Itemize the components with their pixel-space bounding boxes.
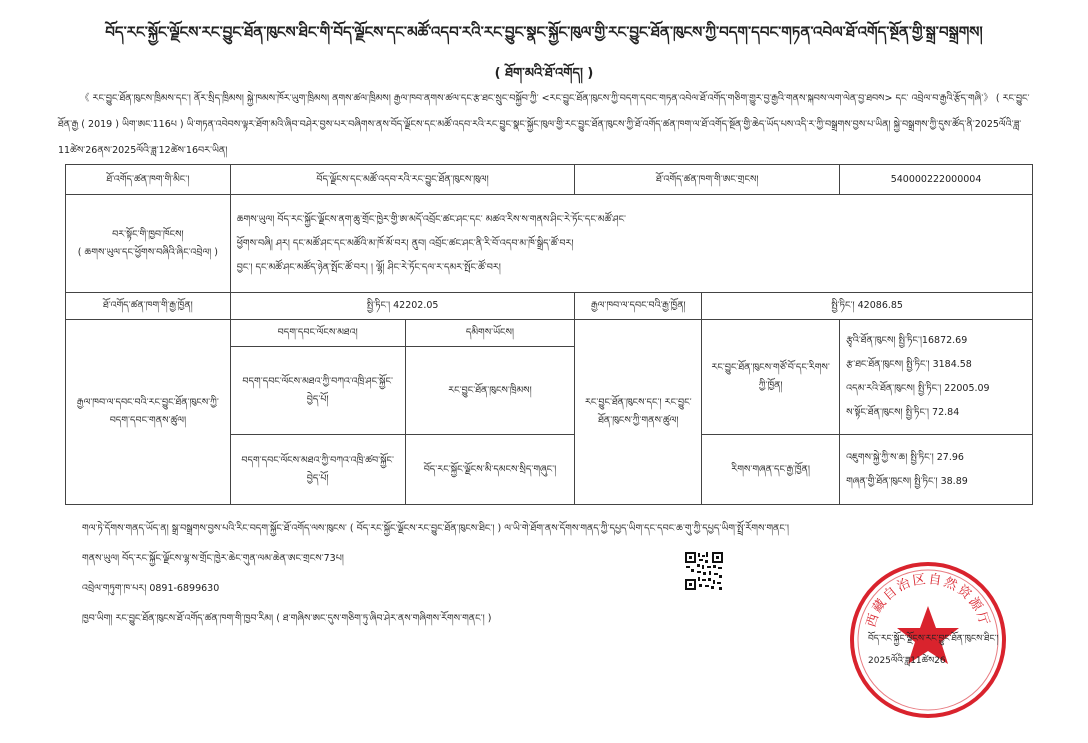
registration-table [65, 164, 1033, 505]
ownership-label: རྒྱལ་ཁབ་ལ་དབང་བའི་རང་བྱུང་ཐོན་ཁུངས་ཀྱི་བདག་དབང་གནས་ཚུལ། [66, 320, 231, 505]
publisher-line: ཁྱབ་ཡིག། རང་བྱུང་ཐོན་ཁུངས་ཐོ་འགོད་ཚན་ཁག་གི་ཁྱབ་རིམ། ( ཐ་གཞིས་ཨང་དུས་གཅིག་ཏུ་ཞིབ་ཤེར་ནས་གཞིགས་རོགས་གནང་། ) [82, 613, 492, 624]
owner-row-2: བདག་དབང་ལོངས་མཐའ་ཀྱི་བཀའ་འཁྲི་ཚབ་སྐྱོང་བྱེད་པོ། [230, 435, 405, 505]
area-value: སྤྱི་ཏིང་། 42202.05 [230, 293, 575, 320]
seal-text: 西藏自治区自然资源厅 [863, 572, 993, 630]
seal-date: 2025ལོའི་ཟླ11ཚེས26 [868, 656, 946, 666]
boundary-sublabel: ( ཆགས་ཡུལ་དང་ཕྱོགས་བཞིའི་ཞིང་འབྲེལ། ) [77, 246, 219, 258]
type-value: ས་སྟོང་ཐོན་ཁུངས། སྤྱི་ཏིང་། 72.84 [846, 407, 960, 418]
resource-header: དམིགས་ཡོངས། [405, 320, 575, 347]
seal-caption [868, 628, 1038, 672]
type-label: རང་བྱུང་ཐོན་ཁུངས་གཙོ་བོ་དང་རིགས་ཀྱི་ཁྱོན། [702, 320, 840, 435]
type-values [840, 320, 1033, 435]
resource-row-1: རང་བྱུང་ཐོན་ཁུངས་ཁྲིམས། [405, 347, 575, 435]
other-type-label: རིགས་གཞན་དང་རྒྱ་ཁྱོན། [702, 435, 840, 505]
boundary-description [230, 195, 1032, 293]
document-title: བོད་རང་སྐྱོང་ལྗོངས་རང་བྱུང་ཐོན་ཁུངས་ཐིང་གི་བོད་ལྗོངས་དང་མཚོ་འདབ་རའི་རང་བྱུང་སྣང་སྐྱོང་ཁུལ་གྱི་རང་བྱུང་ཐོན་ཁུངས་ཀྱི་བདག་དབང་གཏན་འབེལ་ཐོ་འགོད་སྔོན་གྱི་སྒྲ་བསྒྲགས། [105, 23, 983, 41]
other-type-values [840, 435, 1033, 505]
intro-paragraph: 《 རང་བྱུང་ཐོན་ཁུངས་ཁྲིམས་དང་། ནོར་སྲིད་ཁྲིམས། སྐྱེ་ཁམས་ཁོར་ཡུག་ཁྲིམས། ནགས་ཚལ་ཁྲིམས། རྒྱལ་ཁབ་ནགས་ཚལ་དང་རྩ་ཐང་སྲུང་བསྐྱོབ་ཀྱི་ <རང་བྱུང་ཐོན་ཁུངས་ཀྱི་བདག་དབང་གཏན་འབེལ་ཐོ་འགོད་གཅིག་གྱུར་བྱ་རྒྱའི་གནས་སྐབས་ལག་ལེན་བྱ་ཐབས> དང་ འབྲེལ་བ་རྒྱའི་རྩོད་གཞི་》 ( རང་བྱུང་ཐོན་རྒྱ ( 2019 ) ཡིག་ཨང་116པ ) ཡི་གཏན་འབེབས་ལྟར་ཐོག་མའི་ཞིབ་བཤེར་བྱས་པར་བཞིགས་ནས་བོད་ལྗོངས་དང་མཚོ་འདབ་རའི་རང་བྱུང་སྣང་སྐྱོང་ཁུལ་གྱི་རང་བྱུང་ཐོན་ཁུངས་ཀྱི་ཐོ་འགོད་ཚན་ཁག་ལ་ཐོ་འགོད་སྔོན་གྱི་ཆེད་ཡོད་པས་འདི་ར་ཀྱི་བསྒྲགས་བྱས་པ་ཡིན། སྐྱེ་བསྒྲགས་ཀྱི་དུས་ཚོད་ནི་2025ལོའི་ཟླ་11ཚེས་26ནས་2025ལོའི་ཟླ་12ཚེས་16བར་ཡིན། [58, 93, 1030, 156]
other-type-value: འཇུགས་སྐྱེ་ཀྱི་ས་ཆ། སྤྱི་ཏིང་། 27.96 [846, 451, 964, 463]
type-value: རྩྭའི་ཐོན་ཁུངས། སྤྱི་ཏིང་།16872.69 [846, 335, 968, 346]
boundary-label: བར་སྟོང་གི་ཁྱབ་ཁོངས། [112, 228, 184, 240]
objection-note: གལ་ཏེ་དོགས་གནད་ཡོད་ན། སྒྲ་བསྒྲགས་བྱས་པའི་རིང་བདག་སྐྱོང་ཐོ་འགོད་ལས་ཁུངས་ ( བོད་རང་སྐྱོང་ལྗོངས་རང་བྱུང་ཐོན་ཁུངས་ཐིང་། ) ལ་ཡི་གེ་ཐོག་ནས་དོགས་གནད་ཀྱི་དཔྱད་ཡིག་དང་དབང་ཆ་གུ་ཀྱི་དཔྱད་ཡིག་སྤྲོ་རོགས་གནང་། [82, 523, 789, 534]
owner-header: བདག་དབང་ལོངས་མཐའ། [230, 320, 405, 347]
boundary-line: ཕྱོགས་བཞི། ཤར། དང་མཚོ་ཤང་དང་མཚོའི་མ་ཁོ་མོ་བར། ནུབ། འབྲོང་ཚང་ཤང་ནི་རི་བོ་འདབ་མ་ཁོ་སྒྲིད་ཚོ་བར། [236, 237, 574, 249]
unit-name-value: བོད་ལྗོངས་དང་མཚོ་འདབ་རའི་རང་བྱུང་ཐོན་ཁུངས་ཁུལ། [230, 165, 575, 195]
boundary-line: བྱང་། དང་མཚོ་ཤང་མཚོད་ཉེན་སྤོང་ཚོ་བར། ། ལྷོ། ཤིང་རེ་ཏོང་དལ་ར་དམར་སྤོང་ཚོ་བར། [236, 261, 501, 273]
contact-phone: འབྲེལ་གཏུག་ཁ་པར། 0891-6899630 [82, 583, 220, 594]
resource-row-2: བོད་རང་སྐྱོང་ལྗོངས་མི་དམངས་སྲིད་གཞུང་། [405, 435, 575, 505]
qr-code-icon [684, 551, 724, 591]
type-value: འདམ་རའི་ཐོན་ཁུངས། སྤྱི་ཏིང་། 22005.09 [846, 383, 990, 394]
seal-organization: བོད་རང་སྐྱོང་ལྗོངས་རང་བྱུང་ཐོན་ཁུངས་ཐིང་། [868, 634, 999, 644]
document-subtitle: ( ཐོག་མའི་ཐོ་འགོད། ) [494, 66, 594, 81]
type-value: རྩ་ཐང་ཐོན་ཁུངས། སྤྱི་ཏིང་། 3184.58 [846, 359, 972, 370]
unit-code-label: ཐོ་འགོད་ཚན་ཁག་གི་ཨང་གྲངས། [575, 165, 840, 195]
natural-resource-label: རང་བྱུང་ཐོན་ཁུངས་དང་། རང་བྱུང་ཐོན་ཁུངས་ཀྱི་གནས་ཚུལ། [575, 320, 702, 505]
boundary-label-cell [66, 195, 231, 293]
unit-code-value: 540000222000004 [840, 165, 1033, 195]
owner-row-1: བདག་དབང་ལོངས་མཐའ་ཀྱི་བཀའ་འཁྲི་ཤང་སྐྱོང་བྱེད་པོ། [230, 347, 405, 435]
contact-address: གནས་ཡུལ། བོད་རང་སྐྱོང་ལྗོངས་ལྷ་ས་གྲོང་ཁྱེར་ཆེང་གུན་ལམ་ཆེན་ཨང་གྲངས་73པ། [82, 553, 344, 564]
state-area-label: རྒྱལ་ཁབ་ལ་དབང་བའི་རྒྱ་ཁྱོན། [575, 293, 702, 320]
boundary-line: ཆགས་ཡུལ། བོད་རང་སྐྱོང་ལྗོངས་ནག་ཆུ་གྲོང་ཁྱེར་གྱི་ཨ་མདོ་འབྲོང་ཚང་ཤང་དང་ མཚའ་རིས་ས་གནས་ཤིང་རེ་ཏོང་དང་མཚོ་ཤང་ [236, 213, 627, 225]
other-type-value: གཞན་གྱི་ཐོན་ཁུངས། སྤྱི་ཏིང་། 38.89 [846, 475, 968, 487]
area-label: ཐོ་འགོད་ཚན་ཁག་གི་རྒྱ་ཁྱོན། [66, 293, 231, 320]
state-area-value: སྤྱི་ཏིང་། 42086.85 [702, 293, 1033, 320]
unit-name-label: ཐོ་འགོད་ཚན་ཁག་གི་མིང་། [66, 165, 231, 195]
